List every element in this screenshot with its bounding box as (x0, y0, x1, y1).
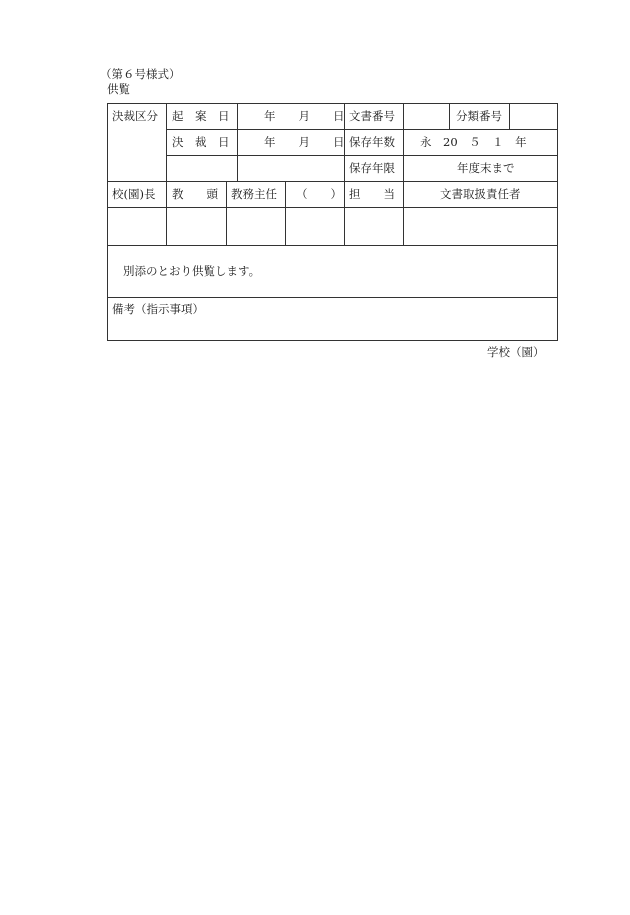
document-number-label: 文書番号 (349, 109, 395, 123)
table-row-line-4 (107, 207, 558, 208)
table-border-right (557, 103, 558, 341)
principal-label: 校(園)長 (112, 187, 156, 201)
draft-date-value: 年 月 日 (264, 109, 345, 123)
academic-head-label: 教務主任 (231, 187, 277, 201)
retention-years-value: 永 20 ５ １ 年 (420, 135, 527, 149)
retention-limit-label: 保存年限 (349, 161, 395, 175)
col-line-c (344, 103, 345, 246)
retention-years-label: 保存年数 (349, 135, 395, 149)
table-border-left (107, 103, 108, 341)
table-border-top (107, 103, 558, 104)
col-line-e (449, 103, 450, 130)
col-line-g (226, 181, 227, 246)
document-manager-label: 文書取扱責任者 (440, 187, 521, 201)
form-number: （第６号様式） (100, 67, 181, 81)
blank-position-label: （ ） (296, 187, 342, 201)
col-line-a (166, 103, 167, 246)
vice-principal-label: 教 頭 (172, 187, 218, 201)
remarks-label: 備考（指示事項） (112, 302, 204, 316)
draft-date-label: 起 案 日 (172, 109, 230, 123)
decision-date-label: 決 裁 日 (172, 135, 230, 149)
table-row-line-1 (166, 129, 558, 130)
decision-date-value: 年 月 日 (264, 135, 345, 149)
circulation-body-text: 別添のとおり供覧します。 (123, 264, 261, 278)
col-line-f (509, 103, 510, 130)
school-label: 学校（園） (487, 345, 545, 359)
table-row-line-6 (107, 297, 558, 298)
col-line-d (403, 103, 404, 246)
table-border-bottom (107, 340, 558, 341)
col-line-h (285, 181, 286, 246)
col-line-b (237, 103, 238, 182)
retention-limit-value: 年度末まで (457, 161, 515, 175)
table-row-line-5 (107, 245, 558, 246)
table-row-line-2 (166, 155, 558, 156)
document-title: 供覧 (107, 82, 130, 96)
decision-category-label: 決裁区分 (112, 109, 158, 123)
person-in-charge-label: 担 当 (349, 187, 395, 201)
table-row-line-3 (107, 181, 558, 182)
classification-label: 分類番号 (456, 109, 502, 123)
